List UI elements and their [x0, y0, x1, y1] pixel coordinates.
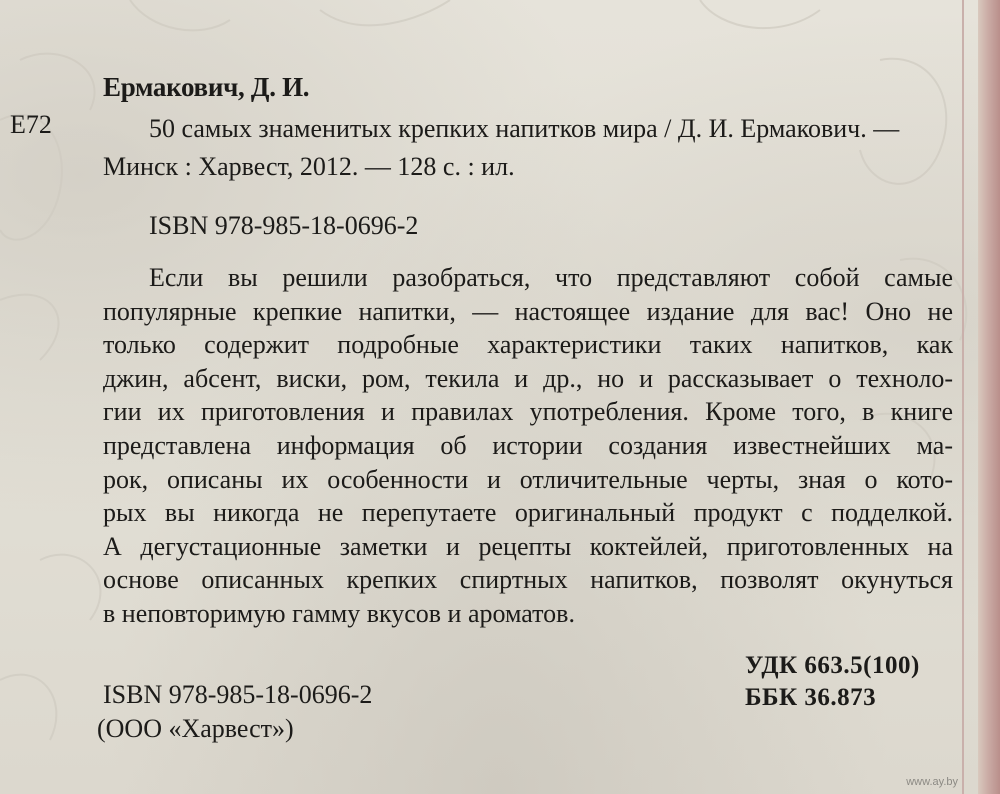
watermark-text: www.ay.by: [906, 776, 958, 788]
abstract-line: представлена информация об истории создания известнейших ма-: [103, 430, 953, 460]
author-heading: Ермакович, Д. И.: [103, 72, 310, 102]
abstract-line: рых вы никогда не перепутаете оригинальный продукт с подделкой.: [103, 498, 953, 528]
abstract-line: гии их приготовления и правилах употребления. Кроме того, в книге: [103, 397, 953, 427]
abstract-line: джин, абсент, виски, ром, текила и др., но и рассказывает о техноло-: [103, 363, 953, 393]
abstract-line: Если вы решили разобраться, что представляют собой самые: [149, 263, 953, 292]
page-edge-line: [962, 0, 964, 794]
classification-code: Е72: [10, 110, 52, 139]
isbn-line: ISBN 978-985-18-0696-2: [149, 211, 419, 240]
abstract-line: только содержит подробные характеристики таких напитков, как: [103, 330, 953, 360]
abstract-paragraph: [103, 261, 953, 631]
udk-code: УДК 663.5(100): [745, 652, 920, 679]
abstract-line: А дегустационные заметки и рецепты коктейлей, приготовленных на: [103, 531, 953, 561]
page-edge-shadow: [978, 0, 1000, 794]
abstract-line: рок, описаны их особенности и отличительные черты, зная о кото-: [103, 464, 953, 494]
bbk-code: ББК 36.873: [745, 684, 877, 711]
footer-isbn: ISBN 978-985-18-0696-2: [103, 680, 373, 709]
abstract-line: основе описанных крепких спиртных напитков, позволят окунуться: [103, 565, 953, 595]
bibliographic-entry: 50 самых знаменитых крепких напитков мира / Д. И. Ермакович. — Минск : Харвест, 2012. — 128 с. : ил.: [103, 114, 900, 181]
abstract-line: популярные крепкие напитки, — настоящее издание для вас! Оно не: [103, 296, 953, 326]
abstract-line: в неповторимую гамму вкусов и ароматов.: [103, 598, 575, 628]
publisher-name: (ООО «Харвест»): [97, 714, 294, 743]
